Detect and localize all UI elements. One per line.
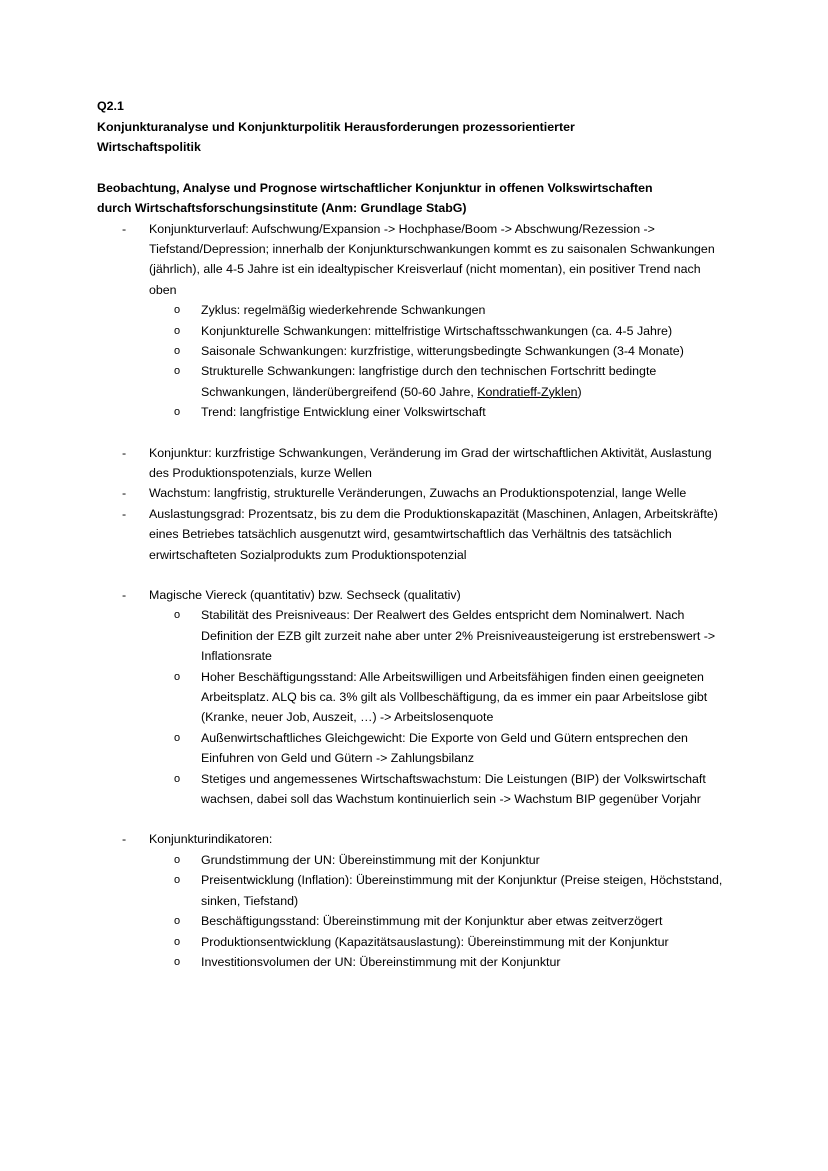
list-item-text: Investitionsvolumen der UN: Übereinstimmung mit der Konjunktur <box>201 954 561 969</box>
circle-bullet-icon: o <box>174 324 181 337</box>
circle-bullet-icon: o <box>174 772 181 785</box>
circle-bullet-icon: o <box>174 609 181 622</box>
list-item <box>149 769 731 810</box>
list-item-text: Beschäftigungsstand: Übereinstimmung mit der Konjunktur aber etwas zeitverzögert <box>201 914 663 929</box>
outline-level-1 <box>97 443 731 565</box>
list-item <box>97 443 731 484</box>
dash-bullet-icon: - <box>122 588 127 602</box>
list-item <box>149 321 731 341</box>
list-item-text: Preisentwicklung (Inflation): Übereinstimmung mit der Konjunktur (Preise steigen, Höchststand, sinken, Tiefstand) <box>201 873 723 908</box>
list-item-text: Trend: langfristige Entwicklung einer Volkswirtschaft <box>201 405 486 420</box>
list-item <box>149 667 731 728</box>
circle-bullet-icon: o <box>174 915 181 928</box>
outline-level-1 <box>97 585 731 605</box>
list-item <box>149 728 731 769</box>
document-title-line-1: Konjunkturanalyse und Konjunkturpolitik Herausforderungen prozessorientierter <box>97 119 575 134</box>
circle-bullet-icon: o <box>174 935 181 948</box>
list-item-text: Konjunkturindikatoren: <box>149 832 273 847</box>
circle-bullet-icon: o <box>174 344 181 357</box>
document-code: Q2.1 <box>97 99 124 113</box>
section-heading-line-1: Beobachtung, Analyse und Prognose wirtschaftlicher Konjunktur in offenen Volkswirtschaften <box>97 180 653 195</box>
dash-bullet-icon: - <box>122 445 127 460</box>
list-item-text: Konjunkturverlauf: Aufschwung/Expansion -> Hochphase/Boom -> Abschwung/Rezession -> Tiefstand/Depression; innerhalb der Konjunkturschwankungen kommt es zu saisonalen Schwankungen (jährlich), alle 4-5 Jahre ist ein idealtypischer Kreisverlauf (nicht momentan), ein positiver Trend nach oben <box>149 221 715 297</box>
document-title-line-2: Wirtschaftspolitik <box>97 140 201 154</box>
underlined-term: Kondratieff-Zyklen <box>477 384 578 399</box>
dash-bullet-icon: - <box>122 221 127 236</box>
list-item-text: Grundstimmung der UN: Übereinstimmung mit der Konjunktur <box>201 852 540 867</box>
list-item <box>97 219 731 301</box>
dash-bullet-icon: - <box>122 486 127 501</box>
list-item-text: Hoher Beschäftigungsstand: Alle Arbeitswilligen und Arbeitsfähigen finden einen geeigneten Arbeitsplatz. ALQ bis ca. 3% gilt als Vollbeschäftigung, da es immer ein paar Arbeitslose gibt (Kranke, neuer Job, Auszeit, …) -> Arbeitslosenquote <box>201 669 708 725</box>
circle-bullet-icon: o <box>174 874 181 887</box>
circle-bullet-icon: o <box>174 670 181 683</box>
circle-bullet-icon: o <box>174 955 181 968</box>
list-item <box>149 850 731 870</box>
list-item <box>149 952 731 972</box>
outline-level-2 <box>149 605 731 809</box>
circle-bullet-icon: o <box>174 406 181 419</box>
outline-level-1 <box>97 219 731 301</box>
list-item <box>149 605 731 666</box>
list-item <box>97 829 731 849</box>
outline-level-1 <box>97 829 731 849</box>
list-item-text: Konjunktur: kurzfristige Schwankungen, Veränderung im Grad der wirtschaftlichen Aktivität, Auslastung des Produktionspotenzials, kurze Wellen <box>149 445 712 480</box>
list-item <box>149 361 731 402</box>
list-item <box>149 341 731 361</box>
paragraph-spacer <box>97 565 731 585</box>
dash-bullet-icon: - <box>122 832 127 847</box>
page-title <box>97 96 731 158</box>
list-item-text: Wachstum: langfristig, strukturelle Veränderungen, Zuwachs an Produktionspotenzial, lange Welle <box>149 486 687 501</box>
list-item-text: Produktionsentwicklung (Kapazitätsauslastung): Übereinstimmung mit der Konjunktur <box>201 934 669 949</box>
outline-level-2 <box>149 300 731 422</box>
dash-bullet-icon: - <box>122 506 127 521</box>
list-item <box>149 932 731 952</box>
list-item-text: Konjunkturelle Schwankungen: mittelfristige Wirtschaftsschwankungen (ca. 4-5 Jahre) <box>201 323 673 338</box>
list-item <box>97 585 731 605</box>
list-item-text: Stetiges und angemessenes Wirtschaftswachstum: Die Leistungen (BIP) der Volkswirtschaft wachsen, dabei soll das Wachstum kontinuierlich sein -> Wachstum BIP gegenüber Vorjahr <box>201 771 706 807</box>
list-item-text: Strukturelle Schwankungen: langfristige durch den technischen Fortschritt bedingte Schwankungen, länderübergreifend (50-60 Jahre, Kondratieff-Zyklen) <box>201 364 657 399</box>
list-item <box>149 300 731 320</box>
list-item <box>149 911 731 931</box>
list-item-text: Stabilität des Preisniveaus: Der Realwert des Geldes entspricht dem Nominalwert. Nach Definition der EZB gilt zurzeit nahe aber unter 2% Preisniveausteigerung ist erstrebenswert -> Inflationsrate <box>201 608 716 664</box>
list-item-text: Magische Viereck (quantitativ) bzw. Sechseck (qualitativ) <box>149 588 461 602</box>
circle-bullet-icon: o <box>174 304 181 317</box>
list-item-text: Zyklus: regelmäßig wiederkehrende Schwankungen <box>201 303 486 318</box>
list-item <box>149 402 731 422</box>
list-item <box>149 870 731 911</box>
list-item-text: Außenwirtschaftliches Gleichgewicht: Die Exporte von Geld und Gütern entsprechen den Einfuhren von Geld und Gütern -> Zahlungsbilanz <box>201 730 688 766</box>
paragraph-spacer <box>97 423 731 443</box>
outline-level-2 <box>149 850 731 972</box>
list-item <box>97 504 731 565</box>
circle-bullet-icon: o <box>174 853 181 866</box>
circle-bullet-icon: o <box>174 365 181 378</box>
section-heading-line-2: durch Wirtschaftsforschungsinstitute (Anm: Grundlage StabG) <box>97 201 467 215</box>
list-item <box>97 483 731 503</box>
list-item-text: Auslastungsgrad: Prozentsatz, bis zu dem die Produktionskapazität (Maschinen, Anlagen, Arbeitskräfte) eines Betriebes tatsächlich ausgenutzt wird, gesamtwirtschaftlich das Verhältnis des tatsächlich erwirtschafteten Sozialprodukts zum Produktionspotenzial <box>149 506 718 562</box>
circle-bullet-icon: o <box>174 731 181 744</box>
paragraph-spacer <box>97 809 731 829</box>
list-item-text: Saisonale Schwankungen: kurzfristige, witterungsbedingte Schwankungen (3-4 Monate) <box>201 343 684 358</box>
section-heading <box>97 178 731 219</box>
